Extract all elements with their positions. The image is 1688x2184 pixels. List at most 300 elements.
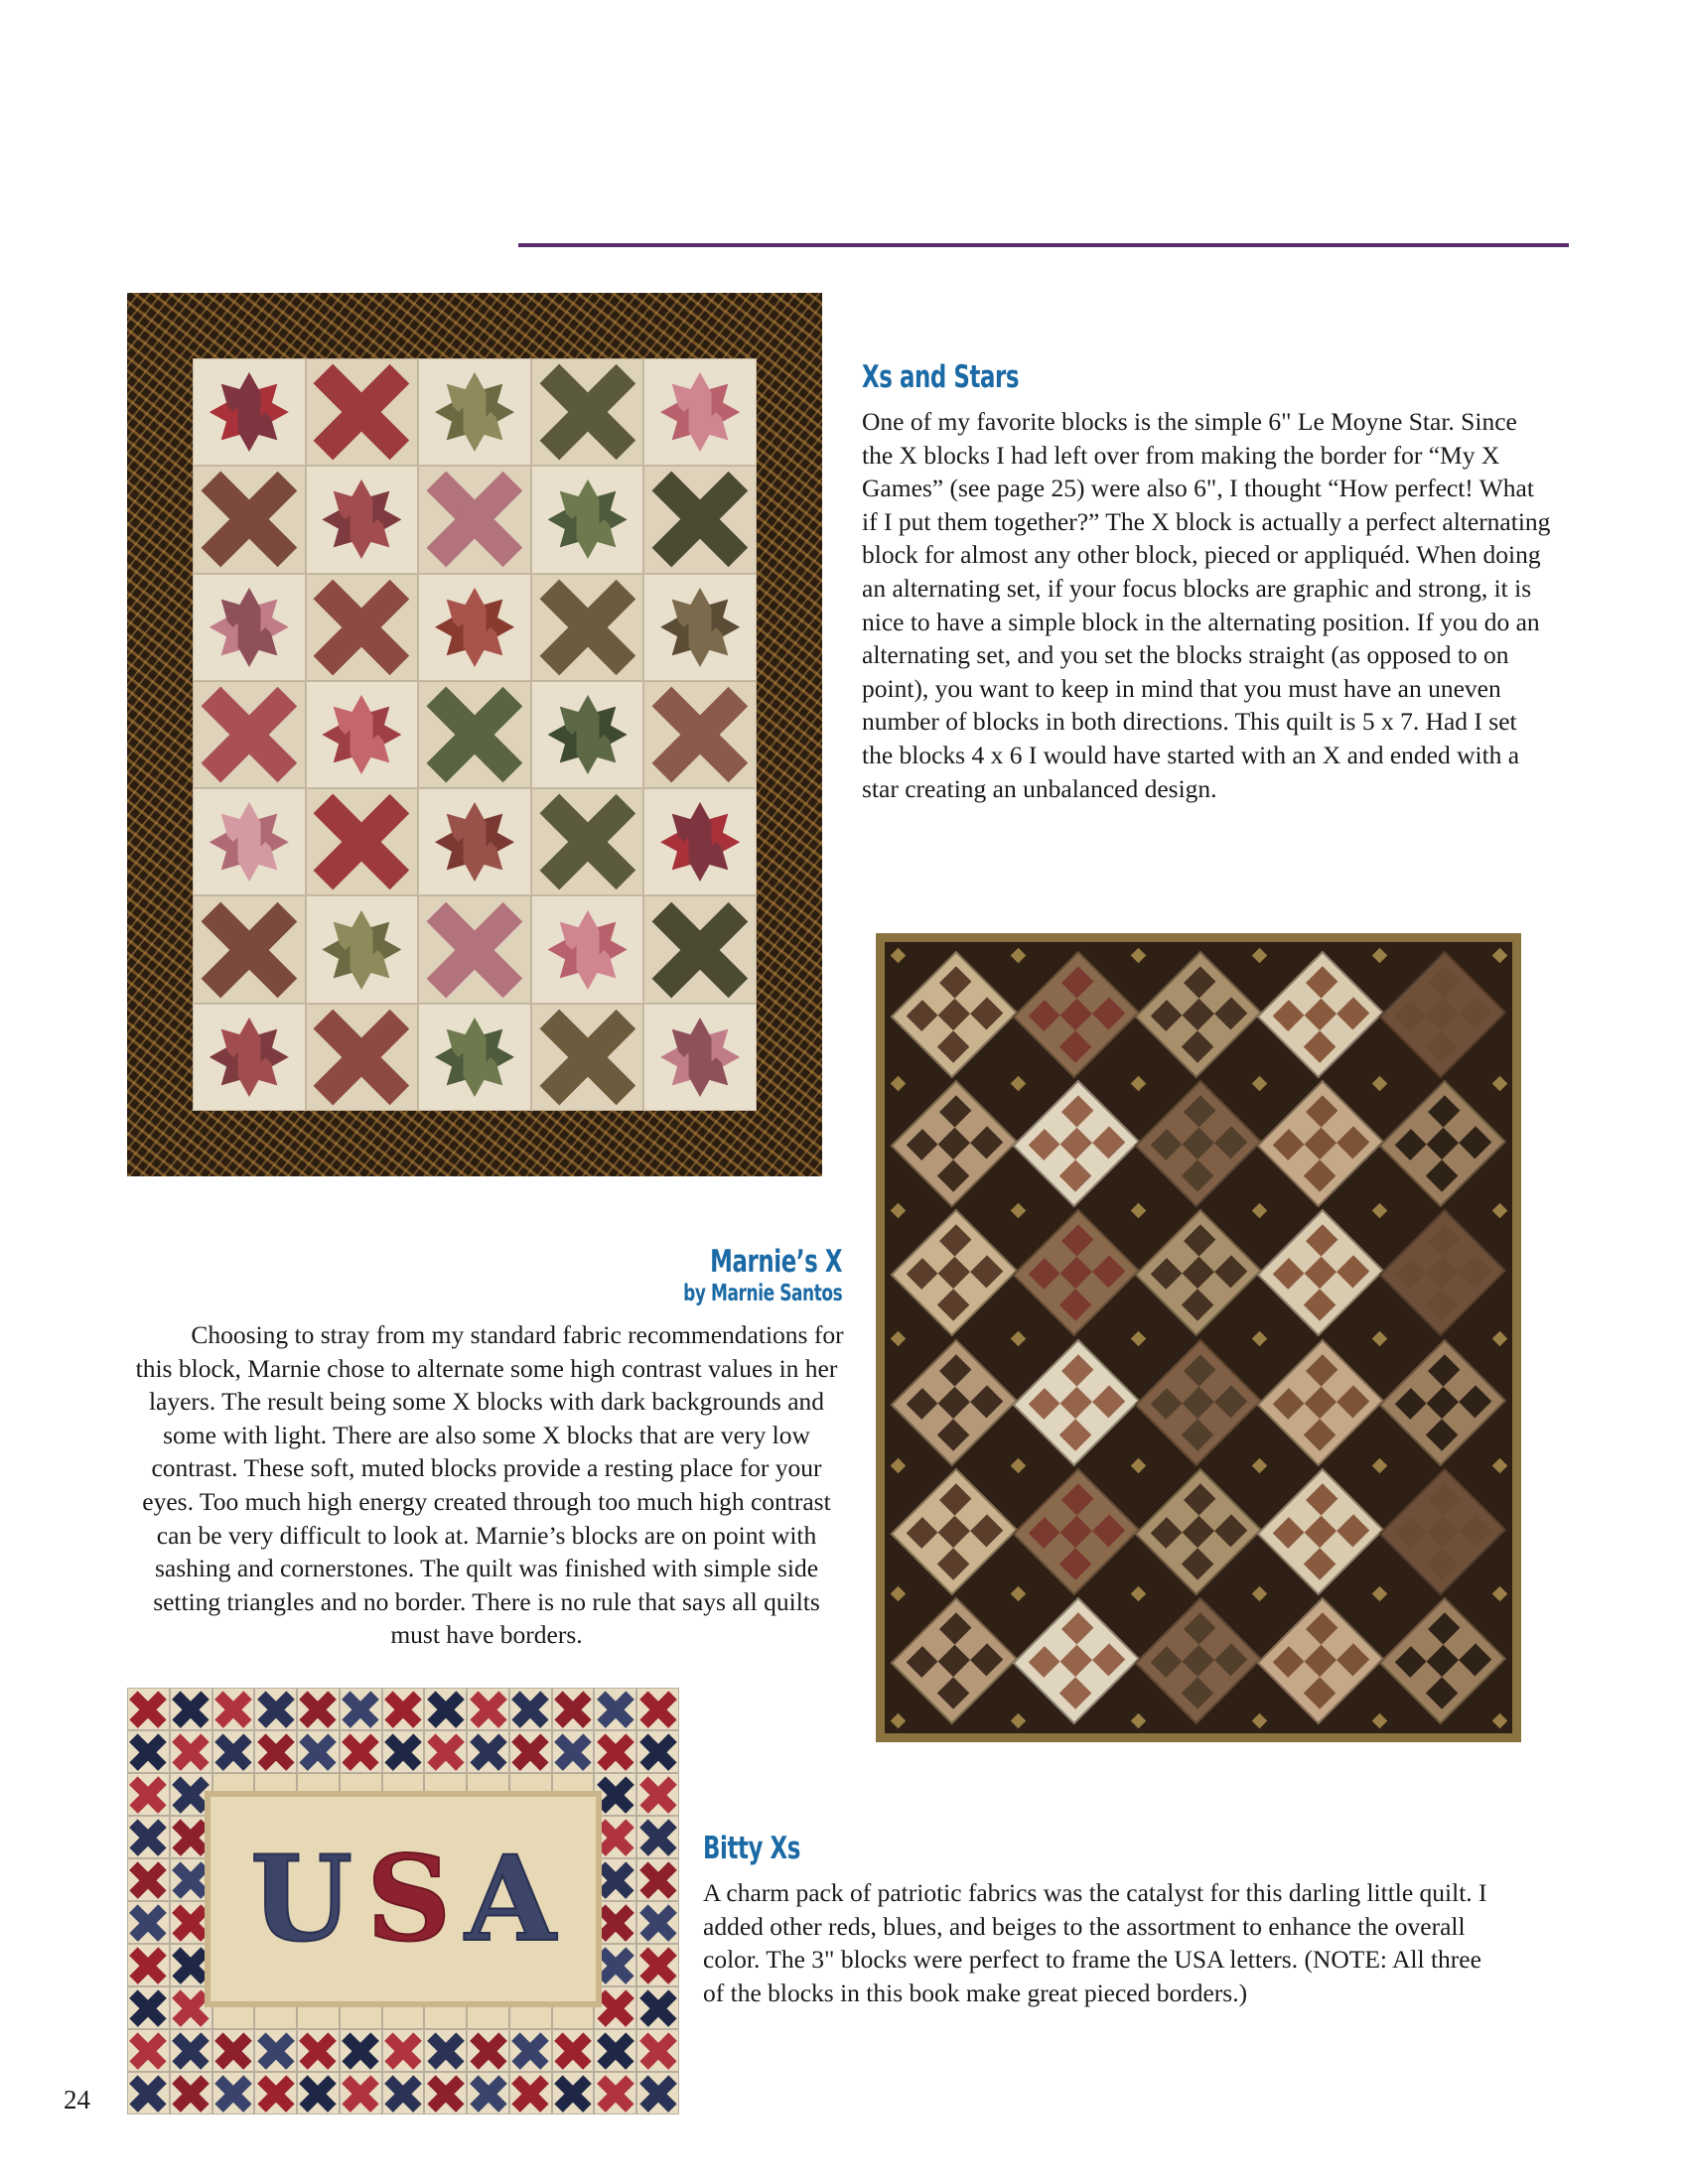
bitty-x-block <box>170 2029 212 2072</box>
bitty-x-block <box>340 1688 382 1730</box>
x-patch <box>386 1734 420 1768</box>
bitty-x-block <box>254 1730 297 1773</box>
x-patch-grid <box>1150 1612 1247 1709</box>
x-patch <box>599 1692 633 1725</box>
bitty-x-block <box>212 1730 255 1773</box>
x-patch <box>131 1905 165 1939</box>
quilt-block-grid <box>193 358 757 1111</box>
x-patch <box>216 1692 250 1725</box>
x-patch <box>131 1692 165 1725</box>
x-patch <box>513 1734 547 1768</box>
bitty-x-block <box>636 1944 679 1986</box>
marnies-x-block <box>1387 1084 1499 1203</box>
on-point-x-block <box>1379 1209 1507 1337</box>
x-patch <box>174 1734 208 1768</box>
x-patch <box>259 1692 293 1725</box>
marnies-x-block <box>1265 1084 1377 1203</box>
bitty-x-block <box>594 2029 636 2072</box>
x-block <box>201 903 298 996</box>
quilt-block <box>418 788 531 895</box>
x-patch <box>131 1820 165 1853</box>
on-point-x-block <box>1379 1338 1507 1466</box>
quilt-block <box>643 574 757 681</box>
x-patch-grid <box>1150 1483 1247 1580</box>
le-moyne-star-block <box>541 476 633 564</box>
bitty-x-block <box>467 1730 509 1773</box>
section-body-marnies-x-paragraph: Choosing to stray from my standard fabric recommendations for this block, Marnie chose to alternate some high contrast values in her layers. The result being some X blocks with dark backgrounds and some with light. There are also some X blocks that are very low contrast. These soft, muted blocks provide a resting place for your eyes. Too much high energy created through too much high contrast can be very difficult to look at. Marnie’s blocks are on point with sashing and cornerstones. The quilt was finished with simple side setting triangles and no border. There is no rule that says all quilts must have borders. <box>135 1320 844 1650</box>
x-patch-grid <box>906 1224 1003 1321</box>
bitty-x-block <box>127 1944 170 1986</box>
x-patch <box>429 2033 463 2067</box>
x-patch <box>216 2033 250 2067</box>
marnies-x-block <box>1142 1601 1254 1720</box>
marnies-x-block <box>1265 1342 1377 1461</box>
bitty-x-block <box>636 1773 679 1816</box>
x-patch <box>599 2033 633 2067</box>
bitty-x-block <box>297 2072 340 2115</box>
x-block <box>651 688 749 780</box>
x-patch <box>640 1990 674 2024</box>
bitty-x-block <box>382 1688 425 1730</box>
x-patch-grid <box>1394 1612 1491 1709</box>
x-patch-grid <box>1272 1354 1369 1451</box>
le-moyne-star-block <box>428 798 520 887</box>
bitty-x-block <box>382 1730 425 1773</box>
section-body-bitty-xs: A charm pack of patriotic fabrics was the catalyst for this darling little quilt. I added other reds, blues, and beiges to the assortment to enhance the overall color. The 3" blocks were perfect to frame the USA letters. (NOTE: All three of the blocks in this book make great pieced borders.) <box>703 1878 1487 2007</box>
le-moyne-star-block <box>428 368 520 457</box>
quilt-block <box>306 1004 419 1111</box>
bitty-x-block <box>297 1730 340 1773</box>
quilt-block <box>643 358 757 466</box>
bitty-x-block <box>297 1688 340 1730</box>
bitty-x-block <box>297 2029 340 2072</box>
x-patch <box>344 1692 377 1725</box>
quilt-block <box>418 1004 531 1111</box>
x-patch <box>640 1692 674 1725</box>
x-patch <box>386 2076 420 2110</box>
x-patch <box>259 2076 293 2110</box>
marnies-x-block <box>1020 1084 1132 1203</box>
quilt-block <box>643 895 757 1003</box>
marnies-x-block <box>1265 1213 1377 1332</box>
bitty-x-block <box>424 1730 467 1773</box>
bitty-x-block <box>509 1730 552 1773</box>
bitty-x-block <box>636 2072 679 2115</box>
le-moyne-star-block <box>203 798 295 887</box>
x-block <box>539 796 636 888</box>
x-patch-grid <box>1394 966 1491 1063</box>
marnies-x-block <box>1387 1342 1499 1461</box>
on-point-x-block <box>1257 951 1385 1079</box>
x-patch <box>640 1862 674 1896</box>
bitty-x-block <box>636 1901 679 1944</box>
le-moyne-star-block <box>428 1013 520 1101</box>
on-point-x-block <box>1135 1209 1263 1337</box>
quilt-block <box>418 358 531 466</box>
x-patch-grid <box>1272 1612 1369 1709</box>
x-patch <box>131 1948 165 1981</box>
x-patch-grid <box>906 1612 1003 1709</box>
page-header-rule <box>518 243 1569 247</box>
on-point-x-block <box>1012 1597 1140 1725</box>
section-heading-marnies-x: Marnie’s X <box>710 1244 842 1280</box>
quilt-block <box>418 574 531 681</box>
x-patch <box>599 1905 633 1939</box>
bitty-x-block <box>254 2072 297 2115</box>
bitty-x-block <box>594 1730 636 1773</box>
section-body-marnies-x <box>127 1318 846 1652</box>
x-block <box>201 474 298 566</box>
x-patch-grid <box>1394 1224 1491 1321</box>
quilt-block <box>306 681 419 788</box>
le-moyne-star-block <box>654 1013 747 1101</box>
on-point-x-block <box>1379 1467 1507 1595</box>
bitty-x-block <box>170 1688 212 1730</box>
le-moyne-star-block <box>316 691 408 779</box>
x-patch-grid <box>1028 1354 1125 1451</box>
quilt-block <box>306 574 419 681</box>
x-patch <box>174 1905 208 1939</box>
x-patch <box>513 2076 547 2110</box>
marnies-x-block <box>898 1213 1010 1332</box>
bitty-x-block <box>424 2072 467 2115</box>
x-patch <box>556 1734 590 1768</box>
x-patch <box>513 2033 547 2067</box>
quilt-block <box>643 466 757 573</box>
quilt-block <box>418 681 531 788</box>
quilt-block <box>418 895 531 1003</box>
x-patch <box>131 1734 165 1768</box>
x-block <box>314 796 411 888</box>
bitty-x-block <box>636 1730 679 1773</box>
bitty-x-block <box>212 1688 255 1730</box>
bitty-x-block <box>170 1730 212 1773</box>
x-patch <box>301 2033 335 2067</box>
quilt-block <box>531 895 644 1003</box>
usa-applique-panel <box>205 1791 602 2007</box>
marnies-x-block <box>898 1601 1010 1720</box>
x-patch <box>513 1692 547 1725</box>
bitty-x-block <box>636 1688 679 1730</box>
bitty-x-block <box>552 2029 595 2072</box>
x-patch-grid <box>906 1483 1003 1580</box>
x-patch <box>640 2033 674 2067</box>
x-block <box>426 474 523 566</box>
le-moyne-star-block <box>541 691 633 779</box>
le-moyne-star-block <box>316 476 408 564</box>
x-patch <box>131 1777 165 1811</box>
quilt-inner-field <box>193 358 757 1111</box>
le-moyne-star-block <box>203 583 295 671</box>
marnies-x-block <box>1142 1213 1254 1332</box>
bitty-x-block <box>594 2072 636 2115</box>
bitty-x-block <box>509 2029 552 2072</box>
marnies-x-block <box>1020 1213 1132 1332</box>
marnies-x-block <box>898 1084 1010 1203</box>
marnies-x-block <box>1142 1342 1254 1461</box>
le-moyne-star-block <box>203 368 295 457</box>
x-patch-grid <box>1028 1483 1125 1580</box>
marnies-x-block <box>1265 1601 1377 1720</box>
quilt-xs-and-stars-alt <box>127 293 128 294</box>
bitty-x-block <box>212 2072 255 2115</box>
on-point-x-block <box>890 1597 1018 1725</box>
marnies-x-block <box>1265 1472 1377 1591</box>
section-heading-xs-and-stars: Xs and Stars <box>862 359 1020 395</box>
marnies-x-block <box>898 1472 1010 1591</box>
bitty-x-block <box>170 2072 212 2115</box>
x-patch <box>599 1990 633 2024</box>
x-patch <box>301 2076 335 2110</box>
x-block <box>651 903 749 996</box>
on-point-x-block <box>890 1467 1018 1595</box>
bitty-x-block <box>212 2029 255 2072</box>
le-moyne-star-block <box>654 583 747 671</box>
on-point-x-block <box>1379 1080 1507 1208</box>
quilt-block <box>193 1004 306 1111</box>
bitty-x-block <box>127 1986 170 2029</box>
x-patch <box>429 1692 463 1725</box>
marnies-x-block <box>1020 1601 1132 1720</box>
on-point-x-block <box>1257 1597 1385 1725</box>
x-patch <box>599 1862 633 1896</box>
marnies-x-block <box>1020 1472 1132 1591</box>
quilt-block <box>531 1004 644 1111</box>
quilt-block <box>306 895 419 1003</box>
bitty-x-block <box>424 2029 467 2072</box>
bitty-x-block <box>254 2029 297 2072</box>
bitty-x-block <box>467 2029 509 2072</box>
x-patch <box>471 1734 504 1768</box>
x-patch-grid <box>1272 966 1369 1063</box>
bitty-x-block <box>552 1688 595 1730</box>
x-patch <box>471 2076 504 2110</box>
x-patch-grid <box>1272 1483 1369 1580</box>
bitty-x-block <box>424 1688 467 1730</box>
x-patch-grid <box>906 1354 1003 1451</box>
marnies-x-block <box>1387 1601 1499 1720</box>
section-byline-marnies-x: by Marnie Santos <box>682 1281 842 1306</box>
section-heading-bitty-xs: Bitty Xs <box>703 1831 800 1866</box>
bitty-x-block <box>509 2072 552 2115</box>
bitty-x-block <box>467 2072 509 2115</box>
x-patch <box>131 2033 165 2067</box>
le-moyne-star-block <box>203 1013 295 1101</box>
on-point-x-block <box>1257 1467 1385 1595</box>
on-point-x-block <box>890 951 1018 1079</box>
x-block <box>539 366 636 459</box>
bitty-x-block <box>127 2029 170 2072</box>
on-point-x-block <box>1379 951 1507 1079</box>
x-patch-grid <box>1394 1095 1491 1192</box>
on-point-x-block <box>1012 1338 1140 1466</box>
on-point-x-block <box>1135 1338 1263 1466</box>
bitty-x-block <box>467 1688 509 1730</box>
on-point-x-block <box>1012 1467 1140 1595</box>
quilt-block <box>193 788 306 895</box>
x-patch <box>599 1734 633 1768</box>
on-point-x-block <box>1135 1597 1263 1725</box>
x-patch <box>174 1862 208 1896</box>
on-point-x-block <box>1012 951 1140 1079</box>
on-point-x-block <box>1012 1209 1140 1337</box>
le-moyne-star-block <box>654 798 747 887</box>
marnies-x-block <box>898 1342 1010 1461</box>
x-patch <box>259 1734 293 1768</box>
x-patch <box>131 1990 165 2024</box>
usa-letter-s: S <box>366 1830 452 1968</box>
x-patch-grid <box>1150 1095 1247 1192</box>
marnies-x-block <box>1020 1342 1132 1461</box>
x-block <box>539 1011 636 1103</box>
x-block <box>201 688 298 780</box>
x-patch-grid <box>1028 966 1125 1063</box>
bitty-x-block <box>636 1816 679 1858</box>
x-patch <box>556 2076 590 2110</box>
on-point-x-block <box>890 1338 1018 1466</box>
quilt-block <box>531 358 644 466</box>
marnies-x-block <box>898 955 1010 1074</box>
x-block <box>539 581 636 673</box>
x-patch <box>471 1692 504 1725</box>
on-point-x-block <box>1257 1080 1385 1208</box>
x-patch-grid <box>1272 1224 1369 1321</box>
x-patch <box>216 2076 250 2110</box>
x-patch <box>174 2033 208 2067</box>
bitty-x-block <box>594 1688 636 1730</box>
on-point-x-block <box>1135 1467 1263 1595</box>
x-patch-grid <box>906 966 1003 1063</box>
x-patch <box>640 1777 674 1811</box>
quilt-photo-bitty-xs <box>127 1688 679 2115</box>
x-patch <box>599 1777 633 1811</box>
bitty-x-block <box>340 2072 382 2115</box>
x-patch <box>640 1948 674 1981</box>
quilt-block <box>193 358 306 466</box>
marnies-x-block <box>1142 955 1254 1074</box>
bitty-x-block <box>636 1858 679 1901</box>
x-patch-grid <box>1394 1483 1491 1580</box>
marnies-x-block <box>1020 955 1132 1074</box>
quilt-block <box>643 681 757 788</box>
quilt-marnies-x-alt <box>876 933 877 934</box>
x-patch <box>174 1990 208 2024</box>
bitty-x-block <box>127 1901 170 1944</box>
on-point-x-block <box>890 1080 1018 1208</box>
x-block <box>651 474 749 566</box>
bitty-x-block <box>127 2072 170 2115</box>
quilt-block <box>643 788 757 895</box>
on-point-x-block <box>890 1209 1018 1337</box>
x-patch-grid <box>1028 1612 1125 1709</box>
bitty-x-block <box>636 1986 679 2029</box>
marnies-x-block <box>1142 1472 1254 1591</box>
le-moyne-star-block <box>428 583 520 671</box>
x-patch-grid <box>1028 1095 1125 1192</box>
section-body-xs-and-stars: One of my favorite blocks is the simple 6" Le Moyne Star. Since the X blocks I had left over from making the border for “My X Games” (see page 25) were also 6", I thought “How perfect! What if I put them together?” The X block is actually a perfect alternating block for almost any other block, pieced or appliquéd. When doing an alternating set, if your focus blocks are graphic and strong, it is nice to have a simple block in the alternating position. If you do an alternating set, and you set the blocks straight (as opposed to on point), you want to keep in mind that you must have an uneven number of blocks in both directions. This quilt is 5 x 7. Had I set the blocks 4 x 6 I would have started with an X and ended with a star creating an unbalanced design. <box>862 407 1551 803</box>
bitty-x-block <box>127 1816 170 1858</box>
bitty-x-block <box>636 2029 679 2072</box>
on-point-x-block <box>1135 1080 1263 1208</box>
on-point-x-block <box>1012 1080 1140 1208</box>
quilt-block <box>531 681 644 788</box>
x-patch-grid <box>1028 1224 1125 1321</box>
quilt-block <box>193 681 306 788</box>
on-point-x-block <box>1257 1338 1385 1466</box>
quilt-block <box>418 466 531 573</box>
bitty-x-block <box>552 1730 595 1773</box>
quilt-block <box>531 466 644 573</box>
x-block <box>426 688 523 780</box>
x-patch-grid <box>1150 1354 1247 1451</box>
usa-letter-a: A <box>465 1830 556 1968</box>
x-patch <box>599 1820 633 1853</box>
bitty-x-block <box>127 1730 170 1773</box>
le-moyne-star-block <box>316 905 408 994</box>
bitty-x-block <box>254 1688 297 1730</box>
x-patch <box>429 1734 463 1768</box>
quilt-block <box>193 895 306 1003</box>
x-patch <box>174 1777 208 1811</box>
quilt-block <box>643 1004 757 1111</box>
quilt-block <box>306 788 419 895</box>
le-moyne-star-block <box>654 368 747 457</box>
x-patch <box>640 1905 674 1939</box>
x-block <box>426 903 523 996</box>
x-patch <box>640 1734 674 1768</box>
bitty-x-block <box>127 1688 170 1730</box>
marnies-x-block <box>1387 1213 1499 1332</box>
marnies-x-block-grid <box>898 955 1499 1720</box>
quilt-photo-xs-and-stars <box>127 293 822 1176</box>
x-patch <box>131 2076 165 2110</box>
x-patch <box>344 2033 377 2067</box>
quilt-block <box>193 574 306 681</box>
x-patch <box>344 2076 377 2110</box>
x-patch <box>174 1820 208 1853</box>
marnies-x-block <box>1387 955 1499 1074</box>
page-number: 24 <box>64 2085 90 2115</box>
x-patch <box>386 1692 420 1725</box>
quilt-block <box>531 788 644 895</box>
x-patch <box>216 1734 250 1768</box>
marnies-x-block <box>1142 1084 1254 1203</box>
x-patch <box>174 2076 208 2110</box>
usa-letter-u: U <box>250 1830 353 1968</box>
x-patch <box>599 2076 633 2110</box>
x-patch-grid <box>1150 1224 1247 1321</box>
x-patch <box>429 2076 463 2110</box>
bitty-x-block <box>382 2029 425 2072</box>
quilt-block <box>193 466 306 573</box>
bitty-x-block <box>127 1858 170 1901</box>
bitty-x-block <box>382 2072 425 2115</box>
x-patch <box>174 1692 208 1725</box>
x-patch <box>301 1734 335 1768</box>
x-patch <box>174 1948 208 1981</box>
quilt-block <box>306 358 419 466</box>
bitty-x-block <box>552 2072 595 2115</box>
x-patch <box>640 1820 674 1853</box>
x-patch-grid <box>1150 966 1247 1063</box>
x-patch <box>386 2033 420 2067</box>
le-moyne-star-block <box>541 905 633 994</box>
x-block <box>314 366 411 459</box>
x-patch <box>556 2033 590 2067</box>
x-patch <box>301 1692 335 1725</box>
x-patch <box>599 1948 633 1981</box>
x-block <box>314 581 411 673</box>
